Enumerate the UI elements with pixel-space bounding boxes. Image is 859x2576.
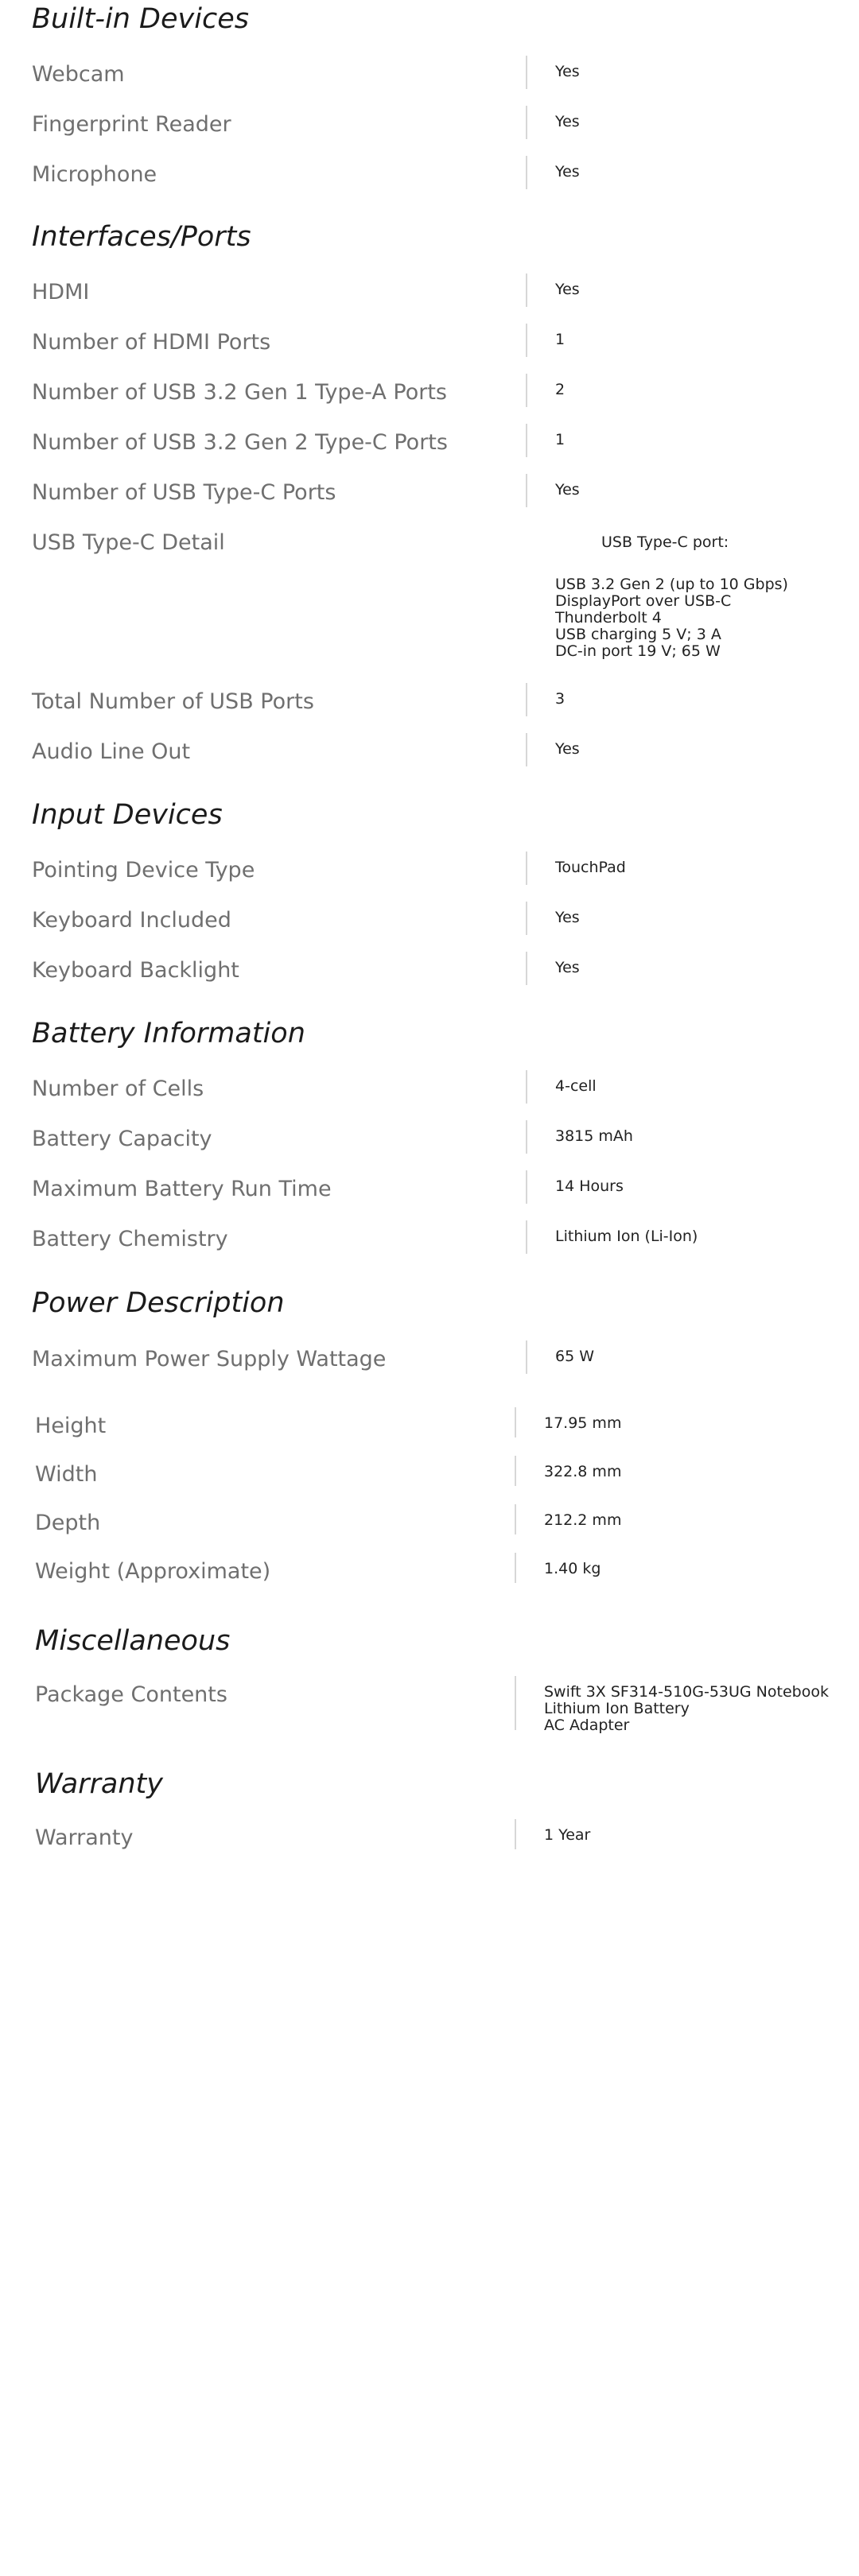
spec-row	[32, 852, 827, 902]
divider	[526, 56, 527, 89]
spec-value: 322.8 mm	[544, 1463, 622, 1480]
divider	[515, 1407, 516, 1437]
divider	[526, 733, 527, 766]
spec-row	[32, 1220, 827, 1271]
spec-row	[32, 156, 827, 206]
package-line: AC Adapter	[544, 1717, 630, 1734]
divider	[526, 683, 527, 716]
spec-label: Audio Line Out	[32, 739, 191, 764]
built-in-rows	[32, 56, 827, 206]
package-line: Lithium Ion Battery	[544, 1700, 690, 1717]
spec-label: Number of USB Type-C Ports	[32, 480, 336, 505]
spec-value: 3	[555, 690, 566, 708]
spec-label: Number of USB 3.2 Gen 2 Type-C Ports	[32, 430, 448, 455]
spec-label: Battery Chemistry	[32, 1227, 228, 1251]
spec-row	[32, 274, 827, 324]
divider	[526, 1340, 527, 1374]
package-contents	[544, 1684, 829, 1734]
spec-value: Yes	[555, 163, 580, 180]
spec-label: Keyboard Backlight	[32, 958, 239, 983]
divider	[526, 324, 527, 357]
divider	[526, 852, 527, 885]
divider	[526, 374, 527, 407]
usb-c-detail-line: DC-in port 19 V; 65 W	[555, 642, 721, 660]
spec-row	[32, 324, 827, 374]
spec-label: Package Contents	[35, 1682, 227, 1707]
spec-label: Weight (Approximate)	[35, 1559, 271, 1584]
usb-c-detail-lines	[555, 576, 788, 660]
warranty-rows	[35, 1819, 830, 1868]
spec-label: Warranty	[35, 1825, 134, 1850]
usb-c-detail-line: DisplayPort over USB-C	[555, 592, 732, 610]
spec-row	[32, 902, 827, 952]
spec-label: Pointing Device Type	[32, 858, 255, 883]
spec-label: Battery Capacity	[32, 1127, 212, 1151]
spec-value: 17.95 mm	[544, 1414, 622, 1432]
spec-label: Maximum Power Supply Wattage	[32, 1347, 387, 1371]
divider	[526, 1220, 527, 1254]
spec-value: 3815 mAh	[555, 1127, 633, 1145]
spec-row	[32, 474, 827, 524]
usb-c-detail-heading: USB Type-C port:	[601, 533, 729, 551]
spec-label: Width	[35, 1462, 98, 1487]
divider	[526, 106, 527, 139]
spec-label: Fingerprint Reader	[32, 112, 231, 137]
spec-label: Total Number of USB Ports	[32, 689, 314, 714]
spec-row	[35, 1819, 830, 1868]
divider	[526, 902, 527, 935]
divider	[526, 1070, 527, 1104]
spec-label: Maximum Battery Run Time	[32, 1177, 332, 1201]
spec-label: Keyboard Included	[32, 908, 231, 933]
divider	[526, 156, 527, 189]
spec-row	[32, 424, 827, 474]
spec-value: 1	[555, 431, 566, 448]
divider	[526, 474, 527, 507]
spec-row	[32, 952, 827, 1002]
ports-rows	[32, 274, 827, 783]
divider	[526, 1170, 527, 1204]
section-title-built-in: Built-in Devices	[32, 3, 249, 35]
spec-value: 65 W	[555, 1348, 595, 1365]
spec-value: Yes	[555, 909, 580, 926]
spec-value: 14 Hours	[555, 1177, 624, 1195]
spec-label: Microphone	[32, 162, 157, 187]
spec-value: Yes	[555, 740, 580, 758]
spec-row	[32, 1070, 827, 1120]
usb-c-detail-line: USB 3.2 Gen 2 (up to 10 Gbps)	[555, 576, 788, 593]
spec-label: Height	[35, 1414, 107, 1438]
input-rows	[32, 852, 827, 1002]
section-title-misc: Miscellaneous	[35, 1625, 231, 1657]
spec-row	[35, 1553, 830, 1601]
spec-label: Webcam	[32, 62, 125, 87]
divider	[526, 1120, 527, 1154]
divider	[515, 1553, 516, 1583]
package-line: Swift 3X SF314-510G-53UG Notebook	[544, 1683, 829, 1701]
spec-label: Number of HDMI Ports	[32, 330, 271, 355]
section-title-ports: Interfaces/Ports	[32, 221, 251, 253]
spec-row	[32, 106, 827, 156]
spec-value: 1.40 kg	[544, 1560, 601, 1577]
package-row	[35, 1676, 830, 1740]
spec-row	[32, 1170, 827, 1220]
spec-row	[32, 683, 827, 733]
spec-value: Yes	[555, 959, 580, 976]
spec-label: Number of Cells	[32, 1077, 204, 1101]
spec-value: Lithium Ion (Li-Ion)	[555, 1228, 698, 1245]
spec-row	[35, 1407, 830, 1456]
usb-c-detail-line: USB charging 5 V; 3 A	[555, 626, 721, 643]
spec-value: Yes	[555, 481, 580, 499]
section-title-warranty: Warranty	[35, 1768, 163, 1800]
divider	[515, 1676, 516, 1730]
spec-row	[35, 1456, 830, 1504]
spec-value: 4-cell	[555, 1077, 597, 1095]
spec-row	[32, 733, 827, 783]
spec-value: 212.2 mm	[544, 1511, 622, 1529]
spec-value: 1 Year	[544, 1826, 591, 1844]
section-title-input: Input Devices	[32, 799, 223, 831]
spec-row	[32, 1120, 827, 1170]
spec-value: Yes	[555, 113, 580, 130]
spec-label: HDMI	[32, 280, 90, 305]
divider	[526, 424, 527, 457]
divider	[515, 1504, 516, 1534]
spec-row	[32, 56, 827, 106]
power-rows	[32, 1340, 827, 1391]
spec-value: TouchPad	[555, 859, 626, 876]
section-title-battery: Battery Information	[32, 1018, 305, 1049]
divider	[526, 274, 527, 307]
spec-row	[32, 1340, 827, 1391]
spec-value: Yes	[555, 281, 580, 298]
spec-value: 1	[555, 331, 566, 348]
divider	[526, 952, 527, 985]
section-title-power: Power Description	[32, 1287, 285, 1319]
spec-label: Number of USB 3.2 Gen 1 Type-A Ports	[32, 380, 447, 405]
physical-rows	[35, 1407, 830, 1601]
spec-row	[32, 374, 827, 424]
spec-value: 2	[555, 381, 566, 398]
spec-label: USB Type-C Detail	[32, 530, 225, 555]
spec-label: Depth	[35, 1511, 101, 1535]
spec-value: Yes	[555, 63, 580, 80]
divider	[515, 1819, 516, 1849]
usb-c-detail-line: Thunderbolt 4	[555, 609, 662, 627]
spec-row	[35, 1504, 830, 1553]
divider	[515, 1456, 516, 1486]
spec-row-usb-c-detail	[32, 524, 827, 683]
battery-rows	[32, 1070, 827, 1271]
